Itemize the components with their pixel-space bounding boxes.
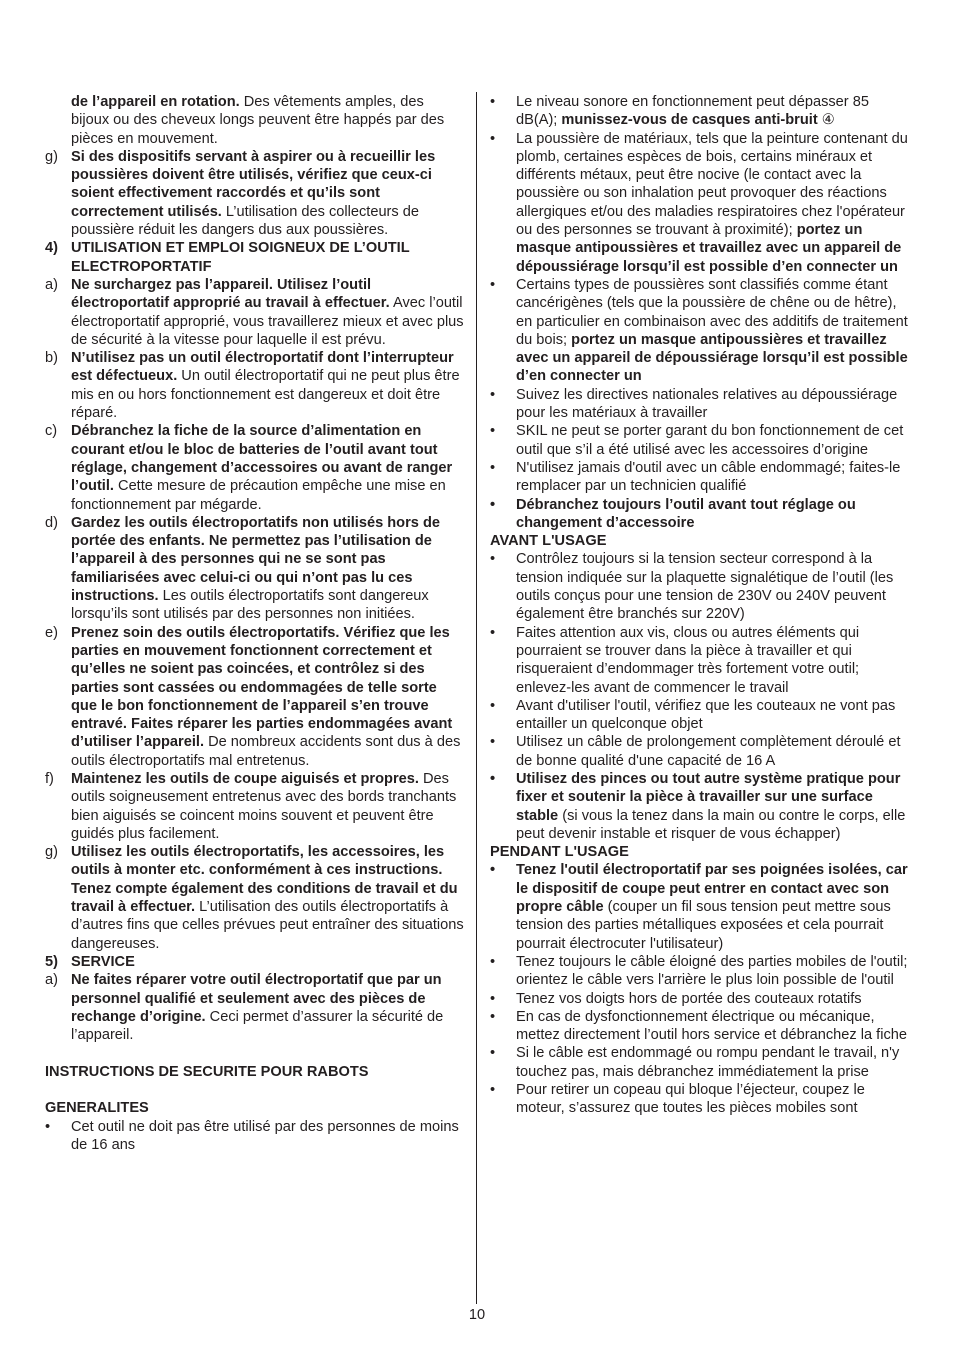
list-item-skil-guarantee: • SKIL ne peut se porter garant du bon fonctionnement de cet outil que s’il a été utilisé avec les accessoires d’origine [490,423,904,458]
spacer [45,1044,465,1062]
list-item-cable-damaged-work: • Si le câble est endommagé ou rompu pendant le travail, n'y touchez pas, mais débranchez immédiatement la prise [490,1045,900,1080]
list-item-c-unplug: c) Débranchez la fiche de la source d’alimentation en courant et/ou le bloc de batteries de l’outil avant tout réglage, changement d’accessoires ou avant de ranger l’outil. Cette mesure de précaution empêche une mise en fonctionnement par mégarde. [45,423,453,513]
list-item-chip-ejector: • Pour retirer un copeau qui bloque l’éjecteur, coupez le moteur, s’assurez que toutes les pièces mobiles sont [490,1082,865,1117]
list-item-dust-harmful: • La poussière de matériaux, tels que la peinture contenant du plomb, certaines espèces de bois, certains minéraux et différents métaux, peut être nocive (le contact avec la poussière ou son inhalation peut provoquer des réactions allergiques et/ou des maladies respiratoires chez l'opérateur ou des personnes se trouvant à proximité); portez un masque antipoussières et travaillez avec un appareil de dépoussiérage lorsqu’il est possible d’en connecter un [490,130,908,275]
list-item-b-switch: b) N’utilisez pas un outil électroportatif dont l’interrupteur est défectueux. Un outil électroportatif qui ne peut plus être mis en ou hors fonctionnement est dangereux et doit être réparé. [45,350,460,422]
column-divider [476,92,477,1304]
section-title: INSTRUCTIONS DE SECURITE POUR RABOTS [45,1063,369,1080]
section-heading-4: 4) UTILISATION ET EMPLOI SOIGNEUX DE L’OUTIL ELECTROPORTATIF [45,240,410,275]
continued-paragraph: de l’appareil en rotation. Des vêtements amples, des bijoux ou des cheveux longs peuvent être happés par des pièces en mouvement. [71,94,445,147]
list-item-noise: • Le niveau sonore en fonctionnement peut dépasser 85 dB(A); munissez-vous de casques anti-bruit ④ [490,94,869,129]
list-item-screws-nails: • Faites attention aux vis, clous ou autres éléments qui pourraient se trouver dans la pièce à travailler et qui risqueraient d’endommager très fortement votre outil; enlevez-les avant de commencer le travail [490,624,860,696]
subsection-title-generalites: GENERALITES [45,1100,149,1117]
list-item-age: • Cet outil ne doit pas être utilisé par des personnes de moins de 16 ans [45,1118,459,1153]
list-item-check-knives: • Avant d'utiliser l'outil, vérifiez que les couteaux ne vont pas entailler un quelconque objet [490,697,896,733]
subsection-title-pendant: PENDANT L'USAGE [490,844,629,861]
list-item-extension-cable: • Utilisez un câble de prolongement complètement déroulé et de bonne qualité d'une capacité de 16 A [490,734,901,769]
spacer [45,1081,465,1099]
list-item-fingers: • Tenez vos doigts hors de portée des couteaux rotatifs [490,990,862,1007]
list-item-damaged-cable: • N'utilisez jamais d'outil avec un câble endommagé; faites-le remplacer par un technicien qualifié [490,459,901,495]
list-item-voltage: • Contrôlez toujours si la tension secteur correspond à la tension indiquée sur la plaquette signalétique de l’outil (les outils conçus pour une tension de 230V ou 240V peuvent également être branchés sur 220V) [490,551,894,623]
list-item-malfunction: • En cas de dysfonctionnement électrique ou mécanique, mettez directement l’outil hors service et débranchez la fiche [490,1008,907,1044]
page-number: 10 [468,1307,486,1323]
list-item-insulated-grips: • Tenez l'outil électroportatif par ses poignées isolées, car le dispositif de coupe peut entrer en contact avec son propre câble (couper un fil sous tension peut mettre sous tension des parties métalliques exposées et cela pourrait pourrait électrocuter l'utilisateur) [490,862,908,952]
section-heading-5: 5) SERVICE [45,953,135,970]
list-item-d-children: d) Gardez les outils électroportatifs non utilisés hors de portée des enfants. Ne permettez pas l’utilisation de l’appareil à des personnes qui ne se sont pas familiarisées avec celui-ci ou qui n’ont pas lu ces instructions. Les outils électroportatifs sont dangereux lorsqu’ils sont utilisés par des personnes non initiées. [45,514,440,623]
right-column [490,93,912,1118]
list-item-clamps: • Utilisez des pinces ou tout autre système pratique pour fixer et soutenir la pièce à travailler sur une surface stable (si vous la tenez dans la main ou contre le corps, elle peut devenir instable et risquer de vous échapper) [490,770,906,842]
subsection-title-avant: AVANT L'USAGE [490,533,607,550]
list-item-cable-away: • Tenez toujours le câble éloigné des parties mobiles de l'outil; orientez le câble vers l'arrière le plus loin possible de l'outil [490,953,908,989]
left-column [45,93,465,1154]
list-item-national-rules: • Suivez les directives nationales relatives au dépoussiérage pour les matériaux à travailler [490,386,898,422]
list-item-unplug-always: • Débranchez toujours l’outil avant tout réglage ou changement d’accessoire [490,496,856,531]
list-item-f-sharp: f) Maintenez les outils de coupe aiguisés et propres. Des outils soigneusement entretenus avec des bords tranchants bien aiguisés se coincent moins souvent et peuvent être guidés plus facilement. [45,770,457,842]
list-item-g-use: g) Utilisez les outils électroportatifs, les accessoires, les outils à monter etc. conformément à ces instructions. Tenez compte également des conditions de travail et du travail à effectuer. L’utilisation des outils électroportatifs à d’autres fins que celles prévues peut entraîner des situations dangereuses. [45,844,464,952]
list-item-dust-carcinogenic: • Certains types de poussières sont classifiés comme étant cancérigènes (tels que la poussière de chêne ou de hêtre), en particulier en combinaison avec des additifs de traitement du bois; portez un masque antipoussières et travaillez avec un appareil de dépoussiérage lorsqu’il est possible d’en connecter un [490,276,908,385]
list-item-g-dust: g) Si des dispositifs servant à aspirer ou à recueillir les poussières doivent être utilisés, vérifiez que ceux-ci soient effectivement raccordés et qu’ils sont correctement utilisés. L’utilisation des collecteurs de poussière réduit les dangers dus aux poussières. [45,148,436,239]
list-item-e-maintain: e) Prenez soin des outils électroportatifs. Vérifiez que les parties en mouvement fonctionnent correctement et qu’elles ne soient pas coincées, et contrôlez si des parties sont cassées ou endommagées de telle sorte que le bon fonctionnement de l’appareil s’en trouve entravé. Faites réparer les parties endommagées avant d’utiliser l’appareil. De nombreux accidents sont dus à des outils électroportatifs mal entretenus. [45,624,461,769]
list-item-a-service: a) Ne faites réparer votre outil électroportatif que par un personnel qualifié et seulement avec des pièces de rechange d’origine. Ceci permet d’assurer la sécurité de l’appareil. [45,972,444,1044]
list-item-a-overload: a) Ne surchargez pas l’appareil. Utilisez l’outil électroportatif approprié au travail à effectuer. Avec l’outil électroportatif approprié, vous travaillerez mieux et avec plus de sécurité à la vitesse pour laquelle il est prévu. [45,276,464,348]
